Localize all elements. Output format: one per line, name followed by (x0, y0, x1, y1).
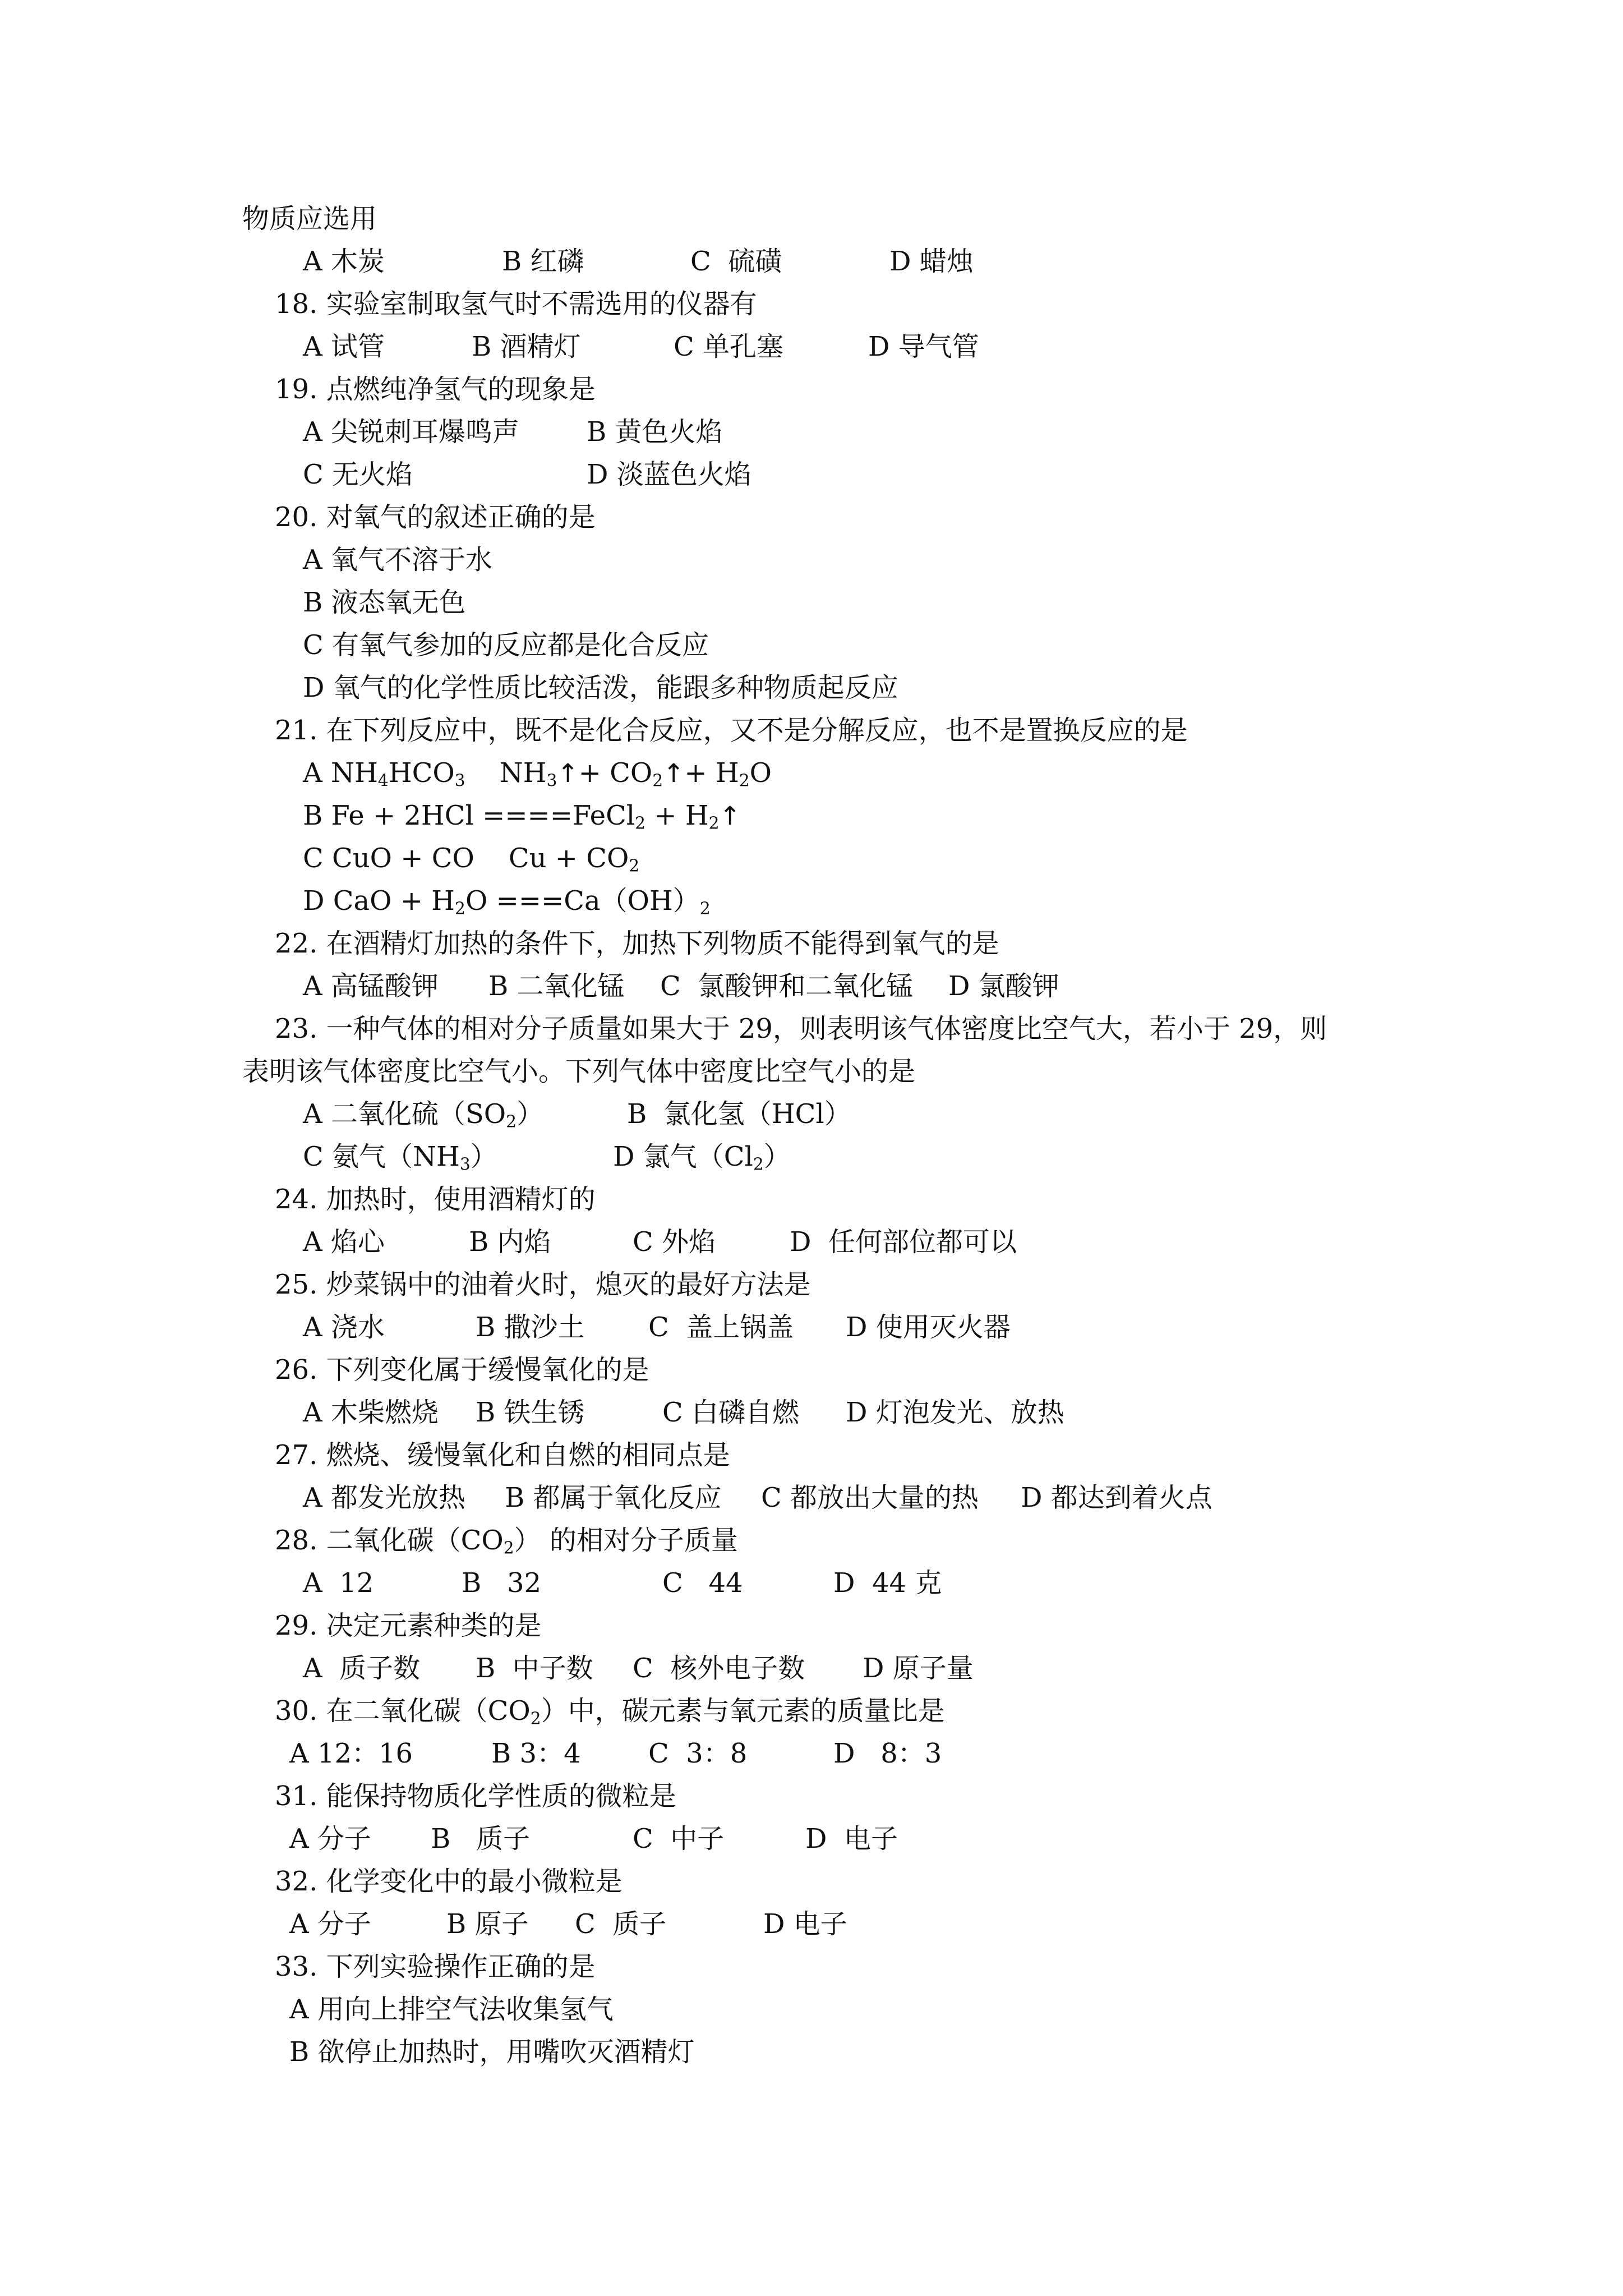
question-33-stem: 33. 下列实验操作正确的是 (275, 1951, 596, 1982)
question-23-stem-line2: 表明该气体密度比空气小。下列气体中密度比空气小的是 (242, 1056, 916, 1087)
q30-option-c: C 3：8 (648, 1738, 748, 1769)
question-20-stem: 20. 对氧气的叙述正确的是 (275, 501, 596, 533)
q31-option-d: D 电子 (805, 1823, 898, 1855)
q27-option-a: A 都发光放热 (303, 1482, 465, 1513)
q29-option-b: B 中子数 (476, 1653, 593, 1684)
question-27-stem: 27. 燃烧、缓慢氧化和自燃的相同点是 (275, 1439, 730, 1471)
q21-option-c: C CuO + CO $Cu + CO_2$ (303, 843, 640, 876)
question-29-stem: 29. 决定元素种类的是 (275, 1610, 542, 1641)
q25-option-c: C 盖上锅盖 (648, 1312, 794, 1343)
q24-option-a: A 焰心 (303, 1226, 385, 1258)
question-31-stem: 31. 能保持物质化学性质的微粒是 (275, 1780, 676, 1812)
q23-option-d: D 氯气$(Cl_2)$ (613, 1141, 791, 1175)
q28-option-d: D 44 克 (833, 1567, 942, 1599)
q30-option-d: D 8：3 (833, 1738, 942, 1769)
q23-option-a: A 二氧化硫$(SO_2)$ (303, 1098, 544, 1132)
question-28-stem: 28. 二氧化碳$(CO_2)$ 的相对分子质量 (275, 1525, 738, 1558)
q21-option-b: B Fe + 2HCl ====FeCl$_2$ + $H_2↑$ (303, 800, 741, 834)
q32-option-b: B 原子 (446, 1908, 529, 1940)
q30-option-a: A 12：16 (289, 1738, 413, 1769)
q33-option-b: B 欲停止加热时，用嘴吹灭酒精灯 (289, 2036, 695, 2068)
q22-option-a: A 高锰酸钾 (303, 970, 439, 1002)
q24-option-b: B 内焰 (469, 1226, 551, 1258)
q24-option-c: C 外焰 (633, 1226, 716, 1258)
q27-option-c: C 都放出大量的热 (761, 1482, 979, 1513)
question-21-stem: 21. 在下列反应中，既不是化合反应，又不是分解反应，也不是置换反应的是 (275, 715, 1188, 746)
question-19-stem: 19. 点燃纯净氢气的现象是 (275, 374, 596, 405)
question-18-stem: 18. 实验室制取氢气时不需选用的仪器有 (275, 288, 757, 320)
q19-option-d: D 淡蓝色火焰 (587, 459, 751, 490)
q32-option-d: D 电子 (763, 1908, 847, 1940)
question-26-stem: 26. 下列变化属于缓慢氧化的是 (275, 1354, 649, 1386)
q23-option-b: B 氯化氢（HCl） (627, 1098, 851, 1130)
q20-option-c: C 有氧气参加的反应都是化合反应 (303, 629, 709, 661)
q20-option-d: D 氧气的化学性质比较活泼，能跟多种物质起反应 (303, 672, 898, 703)
q18-option-b: B 酒精灯 (472, 331, 581, 362)
q17-option-d: D 蜡烛 (889, 246, 974, 277)
q32-option-c: C 质子 (575, 1908, 667, 1940)
q26-option-c: C 白磷自燃 (662, 1397, 799, 1428)
q26-option-b: B 铁生锈 (476, 1397, 585, 1428)
question-24-stem: 24. 加热时，使用酒精灯的 (275, 1184, 596, 1215)
q26-option-d: D 灯泡发光、放热 (846, 1397, 1064, 1428)
q25-option-b: B 撒沙土 (476, 1312, 585, 1343)
q20-option-b: B 液态氧无色 (303, 587, 466, 618)
q20-option-a: A 氧气不溶于水 (303, 544, 492, 576)
q22-option-c: C 氯酸钾和二氧化锰 (660, 970, 914, 1002)
q18-option-d: D 导气管 (868, 331, 979, 362)
question-25-stem: 25. 炒菜锅中的油着火时，熄灭的最好方法是 (275, 1269, 811, 1300)
q22-option-b: B 二氧化锰 (488, 970, 625, 1002)
q27-option-b: B 都属于氧化反应 (505, 1482, 722, 1513)
question-32-stem: 32. 化学变化中的最小微粒是 (275, 1866, 623, 1897)
question-23-stem-line1: 23. 一种气体的相对分子质量如果大于 29，则表明该气体密度比空气大，若小于 29，则 (275, 1013, 1327, 1045)
q27-option-d: D 都达到着火点 (1021, 1482, 1212, 1513)
question-30-stem: 30. 在二氧化碳$(CO_2)$中，碳元素与氧元素的质量比是 (275, 1695, 945, 1729)
q29-option-d: D 原子量 (863, 1653, 974, 1684)
q31-option-b: B 质子 (431, 1823, 531, 1855)
q30-option-b: B 3：4 (491, 1738, 581, 1769)
q18-option-a: A 试管 (303, 331, 385, 362)
q19-option-b: B 黄色火焰 (587, 416, 723, 448)
q25-option-a: A 浇水 (303, 1312, 385, 1343)
q19-option-a: A 尖锐刺耳爆鸣声 (303, 416, 519, 448)
q21-option-d: D CaO + $H_2O ===Ca(OH)_2$ (303, 885, 711, 919)
q17-option-a: A 木炭 (303, 246, 385, 277)
q33-option-a: A 用向上排空气法收集氢气 (289, 1994, 614, 2025)
q28-option-c: C 44 (662, 1567, 743, 1599)
q28-option-a: A 12 (303, 1567, 374, 1599)
q31-option-a: A 分子 (289, 1823, 371, 1855)
q31-option-c: C 中子 (633, 1823, 725, 1855)
q23-option-c: C 氨气$(NH_3)$ (303, 1141, 497, 1175)
q17-option-b: B 红磷 (502, 246, 584, 277)
q21-option-a: A $NH_4HCO_3$ $NH_3↑+$ $CO_2↑+ H_2O$ (303, 757, 772, 791)
q28-option-b: B 32 (462, 1567, 542, 1599)
q26-option-a: A 木柴燃烧 (303, 1397, 439, 1428)
question-17-tail: 物质应选用 (242, 203, 377, 234)
q29-option-c: C 核外电子数 (633, 1653, 805, 1684)
q25-option-d: D 使用灭火器 (846, 1312, 1011, 1343)
q17-option-c: C 硫磺 (690, 246, 782, 277)
q22-option-d: D 氯酸钾 (948, 970, 1059, 1002)
q19-option-c: C 无火焰 (303, 459, 413, 490)
q29-option-a: A 质子数 (303, 1653, 421, 1684)
q18-option-c: C 单孔塞 (674, 331, 783, 362)
question-22-stem: 22. 在酒精灯加热的条件下，加热下列物质不能得到氧气的是 (275, 928, 999, 959)
q32-option-a: A 分子 (289, 1908, 371, 1940)
q24-option-d: D 任何部位都可以 (790, 1226, 1017, 1258)
